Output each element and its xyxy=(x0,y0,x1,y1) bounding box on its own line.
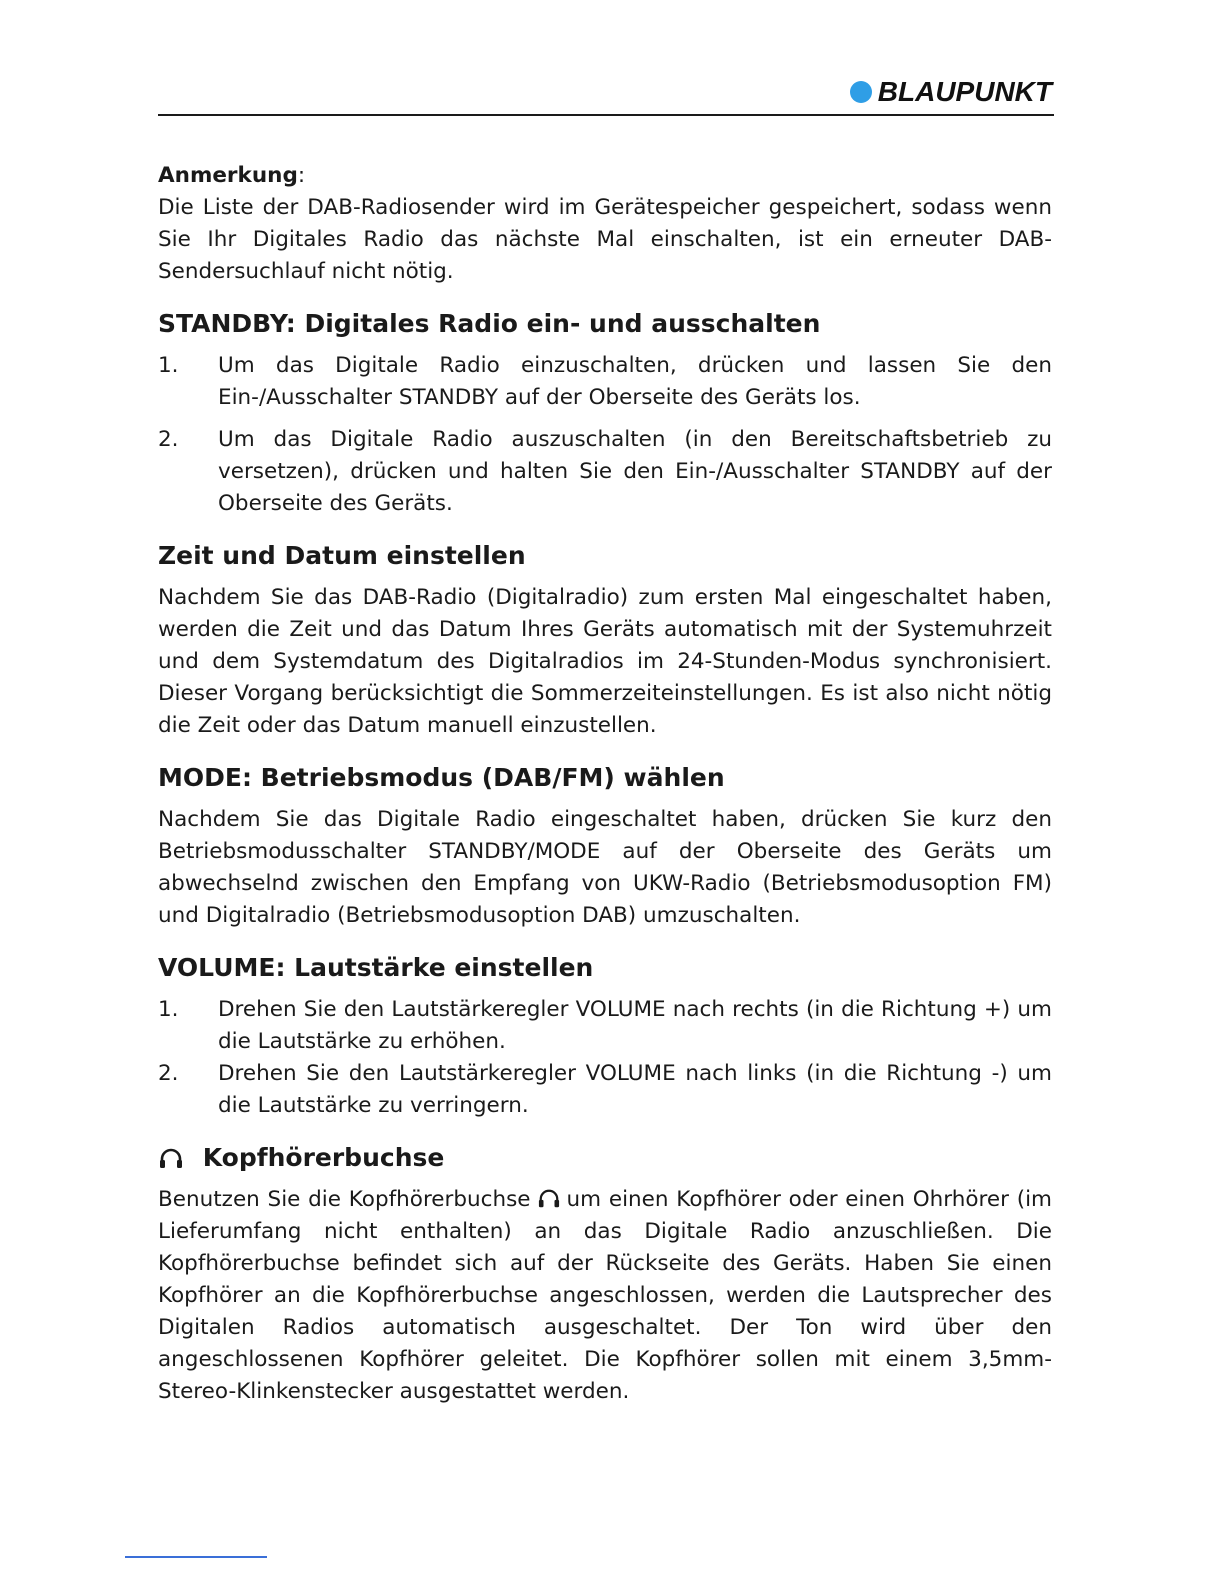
time-section xyxy=(158,540,1052,742)
list-item-text: Drehen Sie den Lautstärkeregler VOLUME nach rechts (in die Richtung +) um die Lautstärke zu erhöhen. xyxy=(218,997,1052,1054)
mode-section xyxy=(158,762,1052,932)
time-heading: Zeit und Datum einstellen xyxy=(158,541,526,570)
standby-list xyxy=(158,350,1052,520)
headphones-text-after: um einen Kopfhörer oder einen Ohrhörer (im Lieferumfang nicht enthalten) an das Digitale Radio anzuschließen. Die Kopfhörerbuchse befindet sich auf der Rückseite des Geräts. Haben Sie einen Kopfhörer an die Kopfhörerbuchse angeschlossen, werden die Lautsprecher des Digitalen Radios automatisch ausgeschaltet. Der Ton wird über den angeschlossenen Kopfhörer geleitet. Die Kopfhörer sollen mit einem 3,5mm-Stereo-Klinkenstecker ausgestattet werden. xyxy=(158,1187,1053,1404)
page-content xyxy=(158,160,1052,1408)
mode-heading: MODE: Betriebsmodus (DAB/FM) wählen xyxy=(158,763,725,792)
brand-dot-icon xyxy=(850,81,872,103)
headphones-icon xyxy=(537,1188,561,1210)
volume-list xyxy=(158,994,1052,1122)
list-item xyxy=(158,1058,1052,1122)
list-item xyxy=(158,350,1052,414)
headphones-icon xyxy=(158,1147,184,1171)
brand-logo xyxy=(850,76,1052,108)
mode-text: Nachdem Sie das Digitale Radio eingeschaltet haben, drücken Sie kurz den Betriebsmodusschalter STANDBY/MODE auf der Oberseite des Geräts um abwechselnd zwischen den Empfang von UKW-Radio (Betriebsmodusoption FM) und Digitalradio (Betriebsmodusoption DAB) umzuschalten. xyxy=(158,807,1052,928)
note-title: Anmerkung xyxy=(158,163,298,188)
list-item-number: 1. xyxy=(158,997,179,1022)
brand-name: BLAUPUNKT xyxy=(877,76,1052,107)
list-item-number: 1. xyxy=(158,353,179,378)
list-item-number: 2. xyxy=(158,427,179,452)
headphones-paragraph xyxy=(158,1184,1052,1408)
list-item-text: Um das Digitale Radio einzuschalten, drücken und lassen Sie den Ein-/Ausschalter STANDBY auf der Oberseite des Geräts los. xyxy=(218,353,1052,410)
list-item xyxy=(158,424,1052,520)
list-item-number: 2. xyxy=(158,1061,179,1086)
standby-heading: STANDBY: Digitales Radio ein- und ausschalten xyxy=(158,309,821,338)
headphones-text-before: Benutzen Sie die Kopfhörerbuchse xyxy=(158,1187,531,1212)
standby-section xyxy=(158,308,1052,520)
time-text: Nachdem Sie das DAB-Radio (Digitalradio) zum ersten Mal eingeschaltet haben, werden die Zeit und das Datum Ihres Geräts automatisch mit der Systemuhrzeit und dem Systemdatum des Digitalradios im 24-Stunden-Modus synchronisiert. Dieser Vorgang berücksichtigt die Sommerzeiteinstellungen. Es ist also nicht nötig die Zeit oder das Datum manuell einzustellen. xyxy=(158,585,1052,738)
headphones-section xyxy=(158,1142,1052,1408)
volume-section xyxy=(158,952,1052,1122)
page-header xyxy=(158,72,1054,116)
footer-rule xyxy=(125,1556,267,1558)
headphones-heading-row xyxy=(158,1142,1052,1174)
list-item-text: Drehen Sie den Lautstärkeregler VOLUME nach links (in die Richtung -) um die Lautstärke zu verringern. xyxy=(218,1061,1052,1118)
list-item xyxy=(158,994,1052,1058)
volume-heading: VOLUME: Lautstärke einstellen xyxy=(158,953,594,982)
note-colon: : xyxy=(297,163,306,188)
note-text: Die Liste der DAB-Radiosender wird im Gerätespeicher gespeichert, sodass wenn Sie Ihr Digitales Radio das nächste Mal einschalten, ist ein erneuter DAB-Sendersuchlauf nicht nötig. xyxy=(158,195,1052,284)
headphones-heading: Kopfhörerbuchse xyxy=(202,1143,445,1172)
list-item-text: Um das Digitale Radio auszuschalten (in den Bereitschaftsbetrieb zu versetzen), drücken und halten Sie den Ein-/Ausschalter STANDBY auf der Oberseite des Geräts. xyxy=(218,427,1052,516)
note-section xyxy=(158,160,1052,288)
